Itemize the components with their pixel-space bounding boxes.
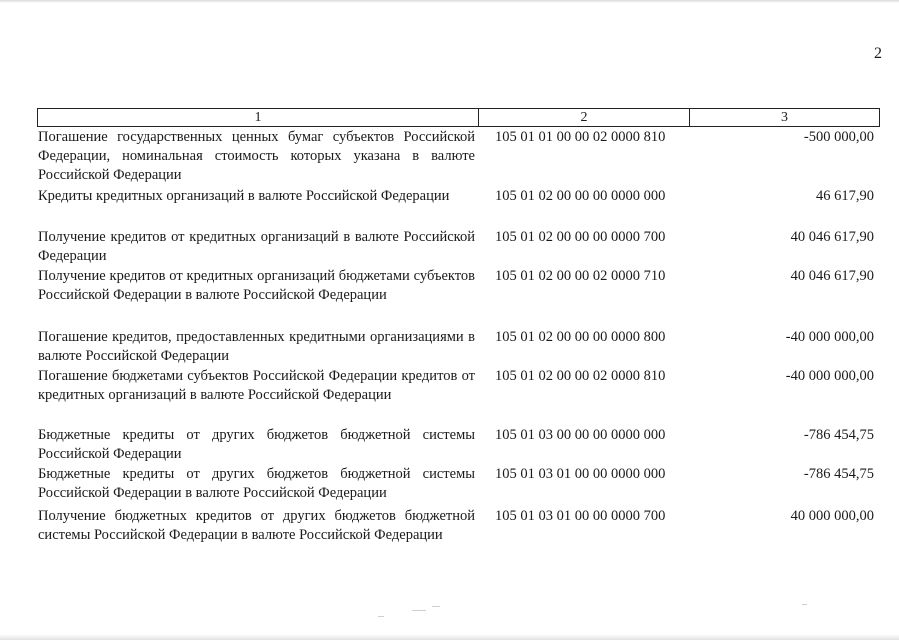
row-name: Бюджетные кредиты от других бюджетов бюджетной системы Российской Федерации в валюте Российской Федерации <box>38 466 475 501</box>
row-amount: -500 000,00 <box>803 129 874 145</box>
row-name: Получение кредитов от кредитных организаций в валюте Российской Федерации <box>38 229 475 264</box>
row-name: Получение кредитов от кредитных организаций бюджетами субъектов Российской Федерации в валюте Российской Федерации <box>38 268 475 303</box>
row-name: Бюджетные кредиты от других бюджетов бюджетной системы Российской Федерации <box>38 427 475 462</box>
row-code: 105 01 02 00 00 00 0000 700 <box>495 229 666 245</box>
row-amount: 40 046 617,90 <box>790 229 874 245</box>
row-code: 105 01 02 00 00 02 0000 710 <box>495 268 666 284</box>
scan-edge-top <box>0 0 899 3</box>
row-amount: 40 046 617,90 <box>790 268 874 284</box>
row-code: 105 01 01 00 00 02 0000 810 <box>495 129 666 145</box>
row-code: 105 01 03 01 00 00 0000 000 <box>495 466 666 482</box>
row-amount: 40 000 000,00 <box>790 508 874 524</box>
row-name: Погашение кредитов, предоставленных кредитными организациями в валюте Российской Федерации <box>38 329 475 364</box>
row-name: Погашение государственных ценных бумаг субъектов Российской Федерации, номинальная стоимость которых указана в валюте Российской Федерации <box>38 129 475 183</box>
row-amount: -786 454,75 <box>803 427 874 443</box>
table-header-row <box>38 109 880 127</box>
header-col-2: 2 <box>479 109 690 127</box>
scan-speck <box>802 604 807 605</box>
scan-speck <box>378 616 384 617</box>
header-col-3: 3 <box>690 109 880 127</box>
header-col-1: 1 <box>38 109 479 127</box>
row-code: 105 01 02 00 00 00 0000 000 <box>495 188 666 204</box>
row-code: 105 01 03 00 00 00 0000 000 <box>495 427 666 443</box>
row-amount: -786 454,75 <box>803 466 874 482</box>
scan-speck <box>412 610 426 611</box>
row-name: Погашение бюджетами субъектов Российской Федерации кредитов от кредитных организаций в валюте Российской Федерации <box>38 368 475 403</box>
row-name: Получение бюджетных кредитов от других бюджетов бюджетной системы Российской Федерации в валюте Российской Федерации <box>38 508 475 543</box>
row-code: 105 01 02 00 00 00 0000 800 <box>495 329 666 345</box>
page-number: 2 <box>874 45 882 62</box>
table-header <box>37 108 880 127</box>
scan-speck <box>432 606 440 607</box>
scan-edge-bottom <box>0 634 899 640</box>
row-name: Кредиты кредитных организаций в валюте Российской Федерации <box>38 188 450 204</box>
row-amount: -40 000 000,00 <box>785 329 874 345</box>
row-amount: -40 000 000,00 <box>785 368 874 384</box>
row-code: 105 01 03 01 00 00 0000 700 <box>495 508 666 524</box>
row-amount: 46 617,90 <box>816 188 874 204</box>
row-code: 105 01 02 00 00 02 0000 810 <box>495 368 666 384</box>
